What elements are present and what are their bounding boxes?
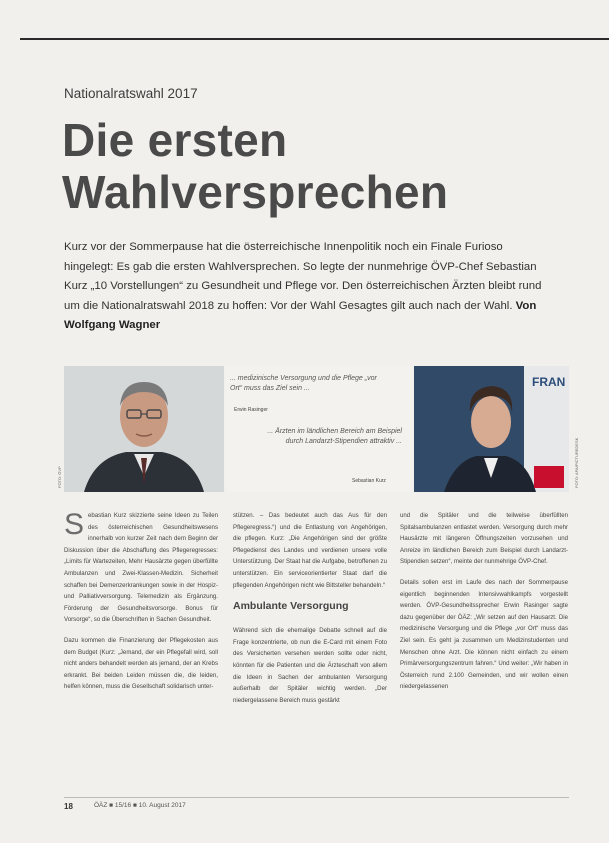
drop-cap: S bbox=[64, 508, 85, 541]
top-rule bbox=[20, 38, 609, 40]
subhead: Ambulante Versorgung bbox=[233, 600, 349, 613]
page-number: 18 bbox=[64, 802, 73, 811]
headline bbox=[62, 114, 448, 218]
backdrop-sign: FRAN bbox=[532, 375, 566, 389]
article-column-2 bbox=[233, 510, 387, 715]
paragraph: stützen. – Das bedeutet auch das Aus für den Pflegeregress.“) und die Entlastung von Angehörigen, die pflegen. Kurz: „Die Angehörigen sind der größte Pflegedienst des Landes und verdienen unsere volle Unterstützung. Der Staat hat die Aufgabe, betroffenen zu unterstützen. Ein serviceorientierter Staat darf die pflegenden Angehörigen nicht wie Bittsteller behandeln.“ bbox=[233, 512, 387, 589]
footer-rule bbox=[64, 797, 569, 798]
paragraph: Details sollen erst im Laufe des nach der Sommerpause eigentlich beginnenden Intensivwahlkampfs vorgestellt werden. ÖVP-Gesundheitssprecher Erwin Rasinger sagte dazu gegenüber der ÖÄZ: „Wir setzen auf den Hausarzt. Die medizinische Versorgung und die Pflege „vor Ort“ muss das Ziel sein. Es geht ja zusammen um Medizinstudenten und Menschen ohne Arzt. Die können nicht einfach zu einem Primärversorgungszentrum fahren.“ Und weiter: „Wir haben in Österreich rund 2.100 Gemeinden, und wir wollen einen niedergelassenen bbox=[400, 578, 568, 691]
article-column-3 bbox=[400, 510, 568, 702]
quote-kurz-author: Sebastian Kurz bbox=[352, 478, 386, 484]
quote-rasinger-author: Erwin Rasinger bbox=[234, 407, 268, 413]
section-kicker: Nationalratswahl 2017 bbox=[64, 86, 198, 101]
paragraph: Während sich die ehemalige Debatte schnell auf die Frage konzentrierte, ob nun die E-Card mit einem Foto des Versicherten versehen werden sollte oder nicht, könnten für die Patienten und die Ärzteschaft von allem die Ideen in Sachen der ambulanten Versorgung außerhalb der Spitäler wichtig werden. „Der niedergelassene Bereich muss gestärkt bbox=[233, 627, 387, 704]
lead-paragraph bbox=[64, 238, 552, 336]
headline-line-1: Die ersten bbox=[62, 114, 288, 166]
quote-kurz: ... Ärzten im ländlichen Bereich am Beispiel durch Landarzt-Stipendien attraktiv ... bbox=[267, 428, 402, 445]
portrait-illustration-right bbox=[414, 366, 569, 492]
paragraph: und die Spitäler und die teilweise überfüllten Spitalsambulanzen entlastet werden. Versorgung durch mehr Hausärzte mit längeren Öffnungszeiten vorzusehen und Anreize im ländlichen Bereich zum Beispiel durch Landarzt-Stipendien setzen“, meinte der nunmehrige ÖVP-Chef. bbox=[400, 512, 568, 566]
photo-rasinger bbox=[64, 366, 224, 492]
quote-rasinger: ... medizinische Versorgung und die Pflege „vor Ort“ muss das Ziel sein ... bbox=[230, 375, 377, 392]
paragraph: ebastian Kurz skizzierte seine Ideen zu Teilen des österreichischen Gesundheitswesens innerhalb von kurzer Zeit nach dem Beginn der Diskussion über die Abschaffung des Pflegeregresses: „Limits für Wartezeiten, Mehr Hausärzte gegen überfüllte Ambulanzen und Zwei-Klassen-Medizin. Sicherheit schaffen bei Demenzerkrankungen sowie in der Hospiz- und Palliativversorgung. Telemedizin als Ergänzung. Förderung der Gesundheitsvorsorge. Bonus für Vorsorge“, so die Überschriften in Sachen Gesundheit. bbox=[64, 512, 218, 624]
lead-text: Kurz vor der Sommerpause hat die österreichische Innenpolitik noch ein Finale Furioso hingelegt: Es gab die ersten Wahlversprechen. So legte der nunmehrige ÖVP-Chef Sebastian Kurz „10 Vorstellungen“ zu Gesundheit und Pflege vor. Den österreichischen Ärzten bleibt rund um die Nationalratswahl 2018 zu hoffen: Vor der Wahl Gesagtes gilt auch nach der Wahl. bbox=[64, 241, 542, 312]
photo-kurz bbox=[414, 366, 569, 492]
photo-credit-left: FOTO: ÖVP bbox=[57, 466, 62, 488]
byline: Von Wolfgang Wagner bbox=[64, 299, 537, 332]
portrait-illustration bbox=[64, 366, 224, 492]
headline-line-2: Wahlversprechen bbox=[62, 166, 449, 218]
article-column-1 bbox=[64, 510, 218, 702]
photo-credit-right: FOTO: APA/PICTUREDESK bbox=[574, 437, 579, 488]
issue-info: ÖÄZ ■ 15/16 ■ 10. August 2017 bbox=[94, 802, 186, 809]
paragraph: Dazu kommen die Finanzierung der Pflegekosten aus dem Budget (Kurz: „Jemand, der ein Pflegefall wird, soll nicht anders behandelt werden als jemand, der an Krebs erkrankt. Bei beiden Leiden müssen die, die leiden, helfen können, muss die Gesellschaft solidarisch unter- bbox=[64, 636, 218, 691]
